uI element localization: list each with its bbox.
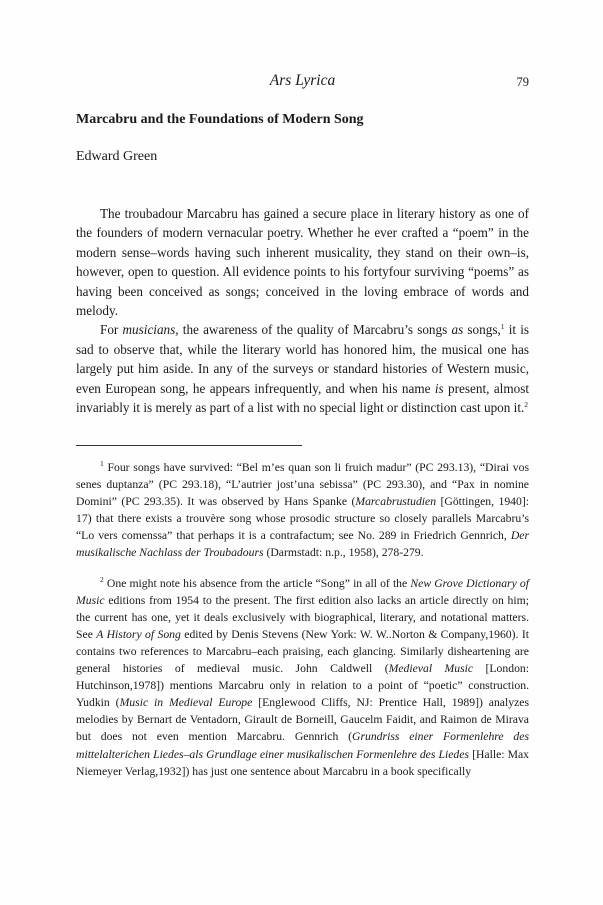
- text-run-italic: Marcabrustudien: [355, 495, 437, 509]
- text-run-italic: New Grove Dictionary of Music: [76, 576, 529, 607]
- text-run: (Darmstadt: n.p., 1958), 278-279.: [263, 546, 424, 560]
- text-run: [Englewood Cliffs, NJ: Prentice Hall, 1989]) analyzes melodies by Bernart de Ventadorn, Girault de Borneill, Gaucelm Faidit, and Raimon de Mirava but does not even mention Marcabru. Gennrich (: [76, 696, 529, 744]
- author-name: Edward Green: [76, 149, 158, 164]
- text-run-italic: is: [434, 380, 444, 396]
- text-run: [Halle: Max Niemeyer Verlag,1932]) has just one sentence about Marcabru in a book specifically: [76, 747, 530, 778]
- article-title: Marcabru and the Foundations of Modern Song: [76, 112, 364, 127]
- paragraph-1: The troubadour Marcabru has gained a secure place in literary history as one of the founders of modern vernacular poetry. Whether he ever crafted a “poem” in the modern sense–words having such inherent musicality, they stand on their own–is, however, open to question. All evidence points to his fortyfour surviving “poems” as having been conceived as songs; conceived in the loving embrace of words and melody.: [76, 206, 529, 319]
- text-run: , the awareness of the quality of Marcabru’s songs: [175, 322, 452, 338]
- text-run: For: [100, 322, 123, 338]
- journal-title: Ars Lyrica: [269, 72, 336, 89]
- footnote-divider: [76, 445, 302, 446]
- text-run-italic: A History of Song: [96, 627, 181, 641]
- text-run-italic: Medieval Music: [388, 662, 474, 676]
- text-run: songs,: [463, 322, 501, 338]
- text-run: Four songs have survived: “Bel m’es quan son li fruich madur” (PC 293.13), “Dirai vos senes duptanza” (PC 293.18), “L’autrier jost’una sebissa” (PC 293.30), and “Pax in nomine Domini” (PC 293.35). It was observed by Hans Spanke (: [76, 461, 529, 509]
- footnotes: [76, 459, 529, 780]
- footnote-number: 1: [100, 459, 104, 468]
- text-run-italic: musicians: [122, 322, 176, 338]
- footnote-ref-2[interactable]: 2: [524, 400, 529, 410]
- page-number: 79: [516, 75, 529, 89]
- text-run: it is sad to observe that, while the literary world has honored him, the musical one has largely put him aside. In any of the surveys or standard histories of Western music, even European song, he appears infrequently, and when his name: [76, 322, 530, 396]
- footnote-number: 2: [100, 574, 104, 584]
- text-run-italic: as: [451, 322, 464, 338]
- body-text: [76, 204, 529, 417]
- text-run-italic: Grundriss einer Formenlehre des mittelalterichen Liedes–als Grundlage einer musikalischen Formenlehre des Liedes: [76, 730, 529, 761]
- footnote-2: [76, 575, 529, 780]
- paragraph-2: [76, 320, 529, 417]
- text-run: editions from 1954 to the present. The first edition also lacks an article directly on him; the current has one, yet it deals exclusively with biographical, literary, and notational matters. See: [76, 593, 529, 641]
- text-run: [London: Hutchinson,1978]) mentions Marcabru only in relation to a point of “poetic” construction. Yudkin (: [76, 662, 530, 710]
- text-run: [Göttingen, 1940]: 17) that there exists a trouvère song whose prosodic structure so closely parallels Marcabru’s “Lo vers comenssa” that perhaps it is a contrafactum; see No. 289 in Friedrich Gennrich,: [76, 495, 529, 543]
- text-run: present, almost invariably it is merely as part of a list with no special light or distinction cast upon it.: [76, 380, 529, 416]
- footnote-1: [76, 459, 529, 562]
- running-head: [76, 72, 529, 92]
- text-run: One might note his absence from the article “Song” in all of the: [103, 576, 411, 590]
- text-run: edited by Denis Stevens (New York: W. W..Norton & Company,1960). It contains two references to Marcabru–each praising, each glancing. Similarly disheartening are general histories of medieval music. John Caldwell (: [76, 627, 529, 676]
- text-run-italic: Der musikalische Nachlass der Troubadours: [76, 529, 529, 560]
- footnote-ref-1[interactable]: 1: [500, 322, 505, 332]
- text-run-italic: Music in Medieval Europe: [119, 696, 253, 710]
